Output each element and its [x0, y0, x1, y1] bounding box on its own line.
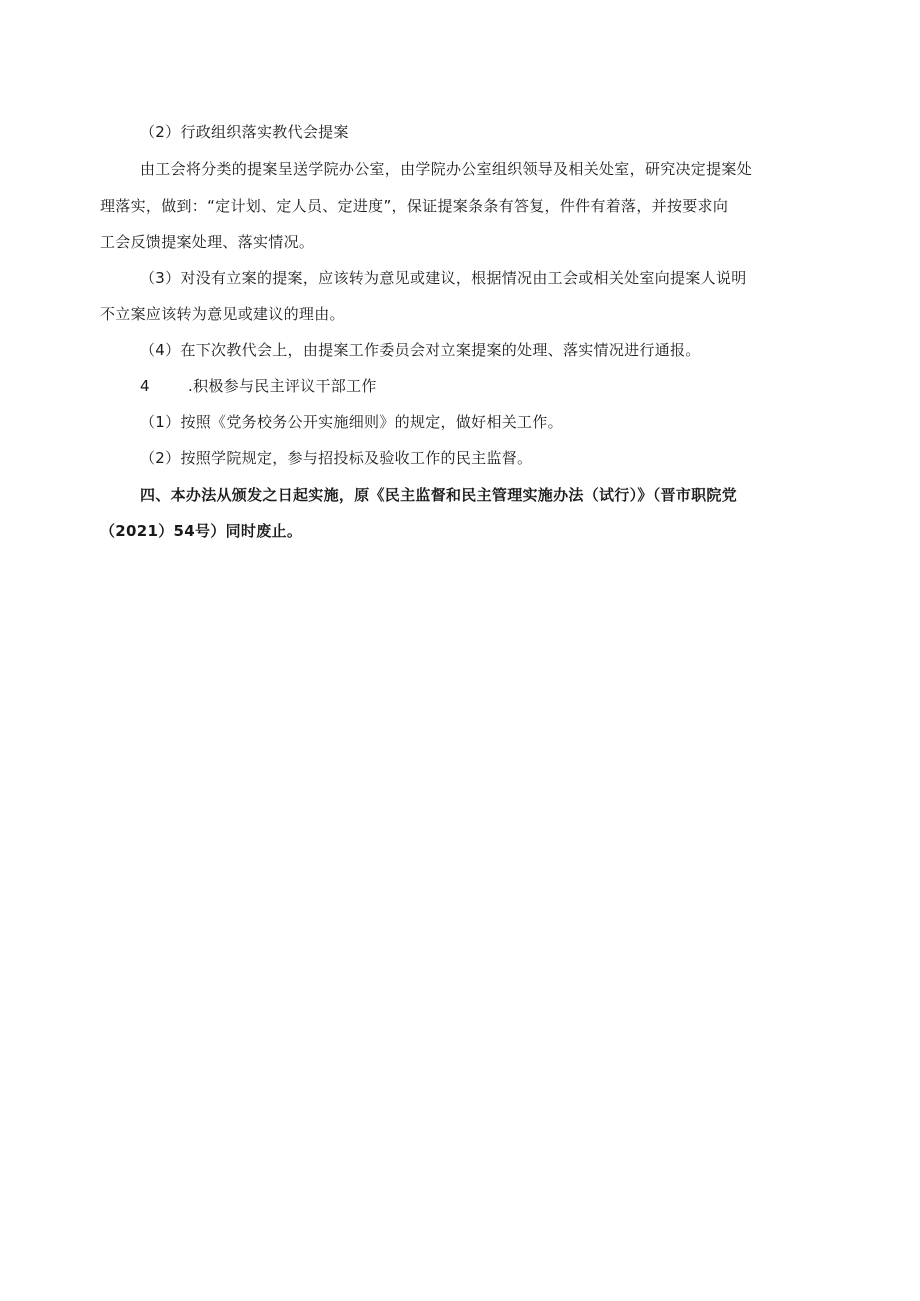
final-clause-line-2: （2021）54号）同时废止。 [100, 522, 303, 540]
paragraph-4-report: （4）在下次教代会上，由提案工作委员会对立案提案的处理、落实情况进行通报。 [140, 341, 701, 359]
sub-item-2: （2）按照学院规定，参与招投标及验收工作的民主监督。 [140, 449, 533, 467]
final-clause-line-1: 四、本办法从颁发之日起实施，原《民主监督和民主管理实施办法（试行）》（晋市职院党 [140, 486, 738, 504]
paragraph-union-line-1: 由工会将分类的提案呈送学院办公室，由学院办公室组织领导及相关处室，研究决定提案处 [140, 160, 753, 178]
paragraph-3-line-1: （3）对没有立案的提案，应该转为意见或建议，根据情况由工会或相关处室向提案人说明 [140, 269, 747, 287]
sub-item-1: （1）按照《党务校务公开实施细则》的规定，做好相关工作。 [140, 413, 563, 431]
item-4-heading [140, 376, 377, 396]
paragraph-union-line-2: 理落实，做到：“定计划、定人员、定进度”，保证提案条条有答复，件件有着落，并按要求向 [100, 197, 729, 215]
item-4-number: 4 [140, 377, 150, 395]
item-4-text: .积极参与民主评议干部工作 [188, 377, 377, 395]
paragraph-union-line-3: 工会反馈提案处理、落实情况。 [100, 233, 315, 251]
paragraph-admin-proposals: （2）行政组织落实教代会提案 [140, 123, 349, 141]
paragraph-3-line-2: 不立案应该转为意见或建议的理由。 [100, 305, 345, 323]
